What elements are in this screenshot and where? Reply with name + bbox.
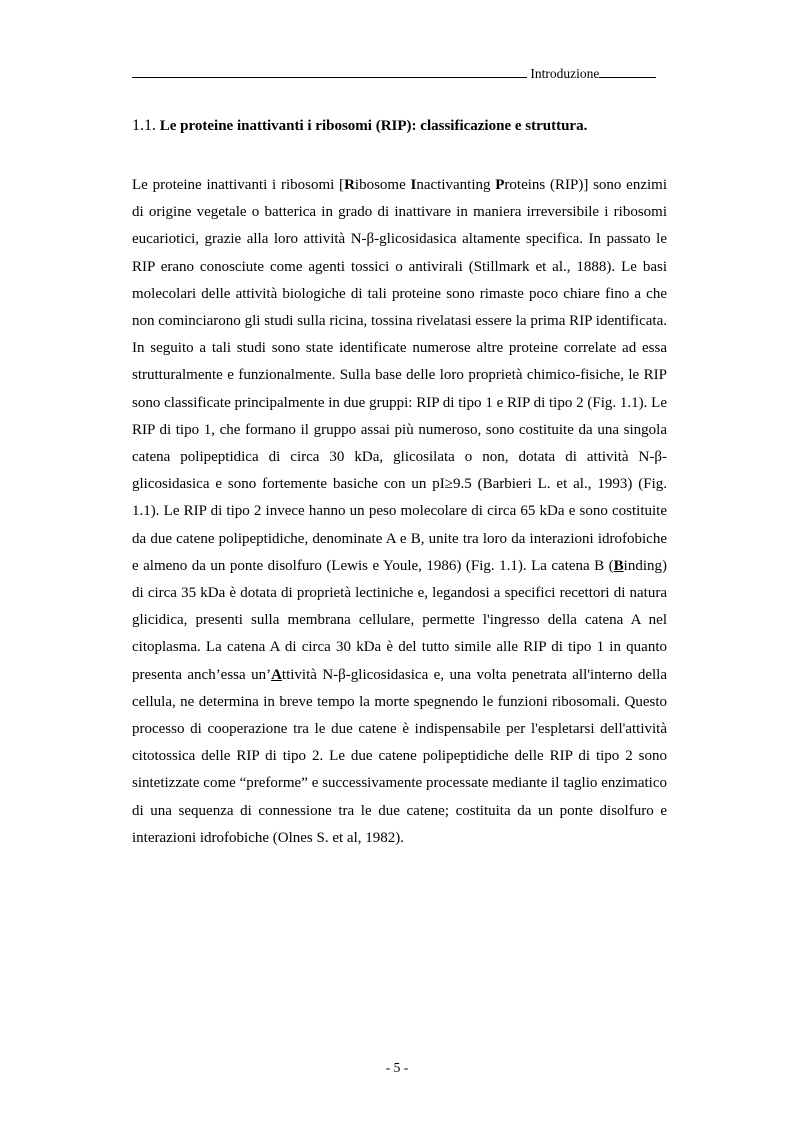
paragraph-text: ibosome — [354, 177, 411, 193]
header-rule-left — [132, 67, 527, 78]
paragraph-text: Le proteine inattivanti i ribosomi [ — [132, 177, 345, 193]
section-title: Le proteine inattivanti i ribosomi (RIP): classificazione e struttura. — [159, 118, 588, 134]
section-number: 1.1. — [132, 117, 156, 134]
running-header — [132, 66, 666, 82]
paragraph-text: inding) di circa 35 kDa è dotata di proprietà lectiniche e, legandosi a specifici recettori di natura glicidica, presenti sulla membrana cellulare, permette l'ingresso della catena A nel citoplasma. La catena A di circa 30 kDa è del tutto simile alle RIP di tipo 1 in quanto presenta anch’essa un’ — [132, 557, 667, 683]
bold-initial-p: P — [495, 177, 505, 193]
bold-initial-b: B — [613, 557, 624, 574]
body-paragraph-container — [132, 172, 667, 852]
section-heading — [132, 116, 692, 136]
body-paragraph — [132, 172, 667, 852]
bold-initial-r: R — [344, 177, 355, 193]
bold-initial-a: A — [271, 666, 282, 683]
paragraph-text: ttività N-β-glicosidasica e, una volta penetrata all'interno della cellula, ne determina in breve tempo la morte spegnendo le funzioni ribosomali. Questo processo di cooperazione tra le due catene è indispensabile per l'espletarsi dell'attività citotossica delle RIP di tipo 2. Le due catene polipeptidiche delle RIP di tipo 2 sono sintetizzate come “preforme” e successivamente processate mediante il taglio enzimatico di una sequenza di connessione tra le due catene; costituita da un ponte disolfuro e interazioni idrofobiche (Olnes S. et al, 1982). — [132, 666, 667, 846]
bold-initial-i: I — [410, 177, 417, 193]
paragraph-text: roteins (RIP)] sono enzimi di origine vegetale o batterica in grado di inattivare in maniera irreversibile i ribosomi eucariotici, grazie alla loro attività N-β-glicosidasica altamente specifica. In passato le RIP erano conosciute come agenti tossici o antivirali (Stillmark et al., 1888). Le basi molecolari delle attività biologiche di tali proteine sono rimaste poco chiare fino a che non cominciarono gli studi sulla ricina, tossina rivelatasi essere la prima RIP identificata. In seguito a tali studi sono state identificate numerose altre proteine correlate ad essa strutturalmente e funzionalmente. Sulla base delle loro proprietà chimico-fisiche, le RIP sono classificate principalmente in due gruppi: RIP di tipo 1 e RIP di tipo 2 (Fig. 1.1). Le RIP di tipo 1, che formano il gruppo assai più numeroso, sono costituite da una singola catena polipeptidica di circa 30 kDa, glicosilata o non, dotata di attività N-β-glicosidasica e sono fortemente basiche con un pI≥9.5 (Barbieri L. et al., 1993) (Fig. 1.1). Le RIP di tipo 2 invece hanno un peso molecolare di circa 65 kDa e sono costituite da due catene polipeptidiche, denominate A e B, unite tra loro da interazioni idrofobiche e almeno da un ponte disolfuro (Lewis e Youle, 1986) (Fig. 1.1). La catena B ( — [132, 177, 667, 574]
header-section-name: Introduzione — [530, 66, 600, 81]
page-number: - 5 - — [385, 1060, 409, 1075]
header-rule-right — [599, 67, 656, 78]
paragraph-text: nactivanting — [416, 177, 496, 193]
